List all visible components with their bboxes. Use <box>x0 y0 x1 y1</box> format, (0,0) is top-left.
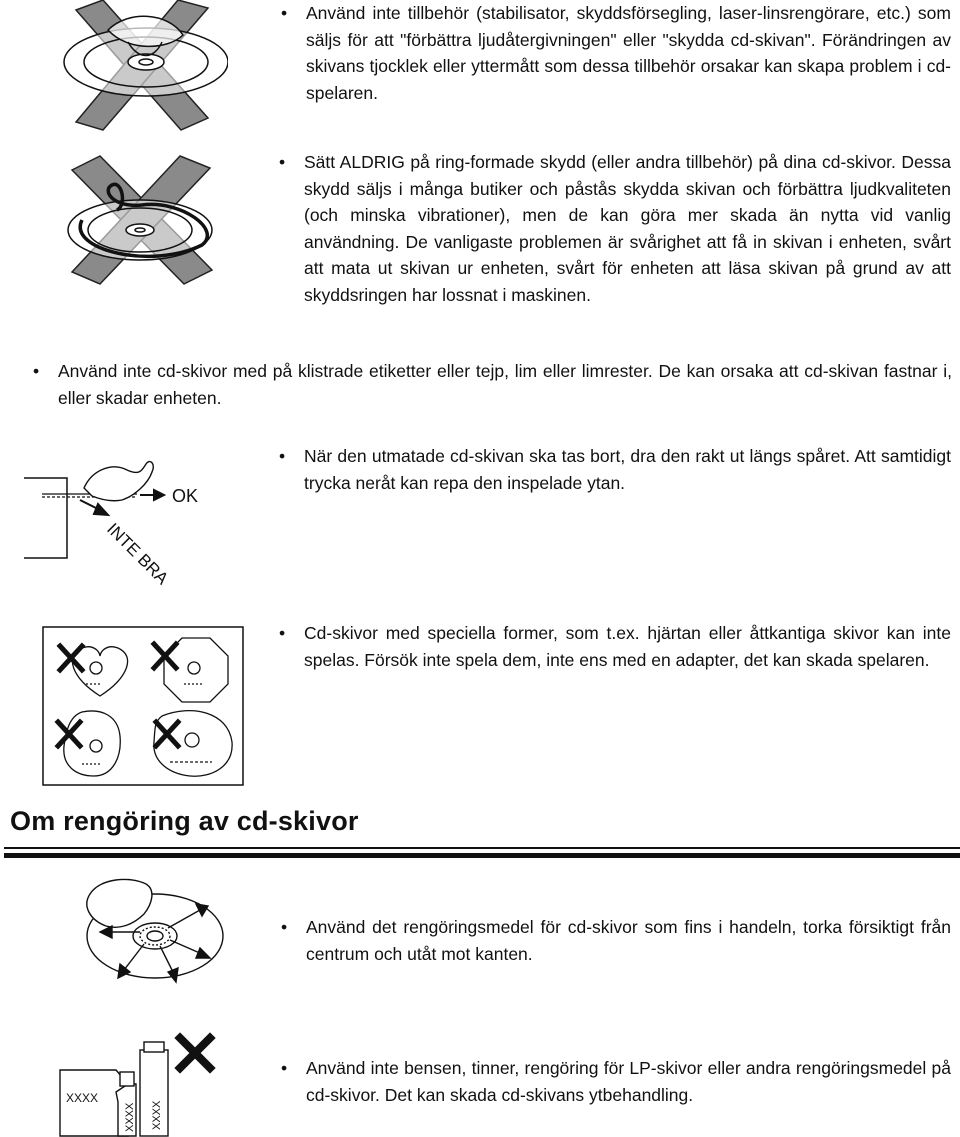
bullet-text: Använd inte tillbehör (stabilisator, skyddsförsegling, laser-linsrengörare, etc.) som säljs för att "förbättra ljudåtergivningen" eller "skydda cd-skivan". Förändringen av skivans tjocklek eller yttermått som dessa tillbehör orsakar kan skapa problem i cd-spelaren. <box>306 3 951 103</box>
bullet-text: När den utmatade cd-skivan ska tas bort, dra den rakt ut längs spåret. Att samtidigt trycka neråt kan repa den inspelade ytan. <box>304 446 951 493</box>
bullet-marker: • <box>279 623 286 643</box>
solvents-crossed-figure <box>56 1032 226 1137</box>
bullet-text: Använd inte bensen, tinner, rengöring för LP-skivor eller andra rengöringsmedel på cd-skivor. Det kan skada cd-skivans ytbehandling. <box>306 1058 951 1105</box>
bullet-marker: • <box>279 152 286 172</box>
ok-arrow-icon <box>140 490 164 500</box>
disc-accessory-crossed-figure <box>58 0 228 140</box>
bullet-marker: • <box>281 917 288 937</box>
bullet-text: Använd det rengöringsmedel för cd-skivor som fins i handeln, torka försiktigt från centrum och utåt mot kanten. <box>306 917 951 964</box>
bullet-text: Använd inte cd-skivor med på klistrade etiketter eller tejp, lim eller limrester. De kan orsaka att cd-skivan fastnar i, eller skadar enheten. <box>58 361 952 408</box>
disc-ring-protector-crossed-figure <box>62 150 222 290</box>
bullet-special-shapes <box>279 620 951 673</box>
bullet-text: Cd-skivor med speciella former, som t.ex. hjärtan eller åttkantiga skivor kan inte spelas. Försök inte spela dem, inte ens med en adapter, det kan skada spelaren. <box>304 623 951 670</box>
bullet-cleaning-agent <box>281 914 951 967</box>
not-good-arrow-icon <box>80 500 108 515</box>
cd-disc-icon <box>64 16 228 96</box>
bullet-labels-tape <box>33 358 952 411</box>
bullet-text: Sätt ALDRIG på ring-formade skydd (eller andra tillbehör) på dina cd-skivor. Dessa skydd säljs i många butiker och påstås skydda skivan och förbättra ljudkvaliteten (och minska vibrationer), men de kan göra mer skada än nytta vid vanlig användning. De vanligaste problemen är svårighet att få in skivan i enheten, svårt att mata ut skivan ur enheten, svårt för enheten att läsa skivan på grund av att skyddsringen har lossnat i maskinen. <box>304 152 951 305</box>
disc-eject-removal-figure <box>22 440 232 600</box>
solvent-label-can: XXXX <box>66 1091 99 1105</box>
bullet-accessories <box>281 0 951 106</box>
bullet-marker: • <box>281 3 288 23</box>
player-outline <box>24 478 67 558</box>
bullet-eject-removal <box>279 443 951 496</box>
ok-label: OK <box>172 486 199 506</box>
not-good-label: INTE BRA <box>103 519 173 589</box>
special-shaped-discs-figure <box>42 626 244 786</box>
disc-wiping-figure <box>60 874 240 1004</box>
section-heading: Om rengöring av cd-skivor <box>10 806 359 836</box>
heading-rule-thin <box>4 847 960 849</box>
bullet-marker: • <box>279 446 286 466</box>
bullet-marker: • <box>33 361 40 381</box>
bullet-marker: • <box>281 1058 288 1078</box>
solvent-label-bottle: XXXX <box>151 1100 163 1130</box>
figure-frame <box>43 627 243 785</box>
bullet-no-solvents <box>281 1055 951 1108</box>
cross-mark-icon <box>180 1038 210 1068</box>
solvent-label-tin: XXXX <box>124 1102 136 1132</box>
bullet-ring-protectors <box>279 149 951 308</box>
heading-rule-thick <box>4 853 960 858</box>
